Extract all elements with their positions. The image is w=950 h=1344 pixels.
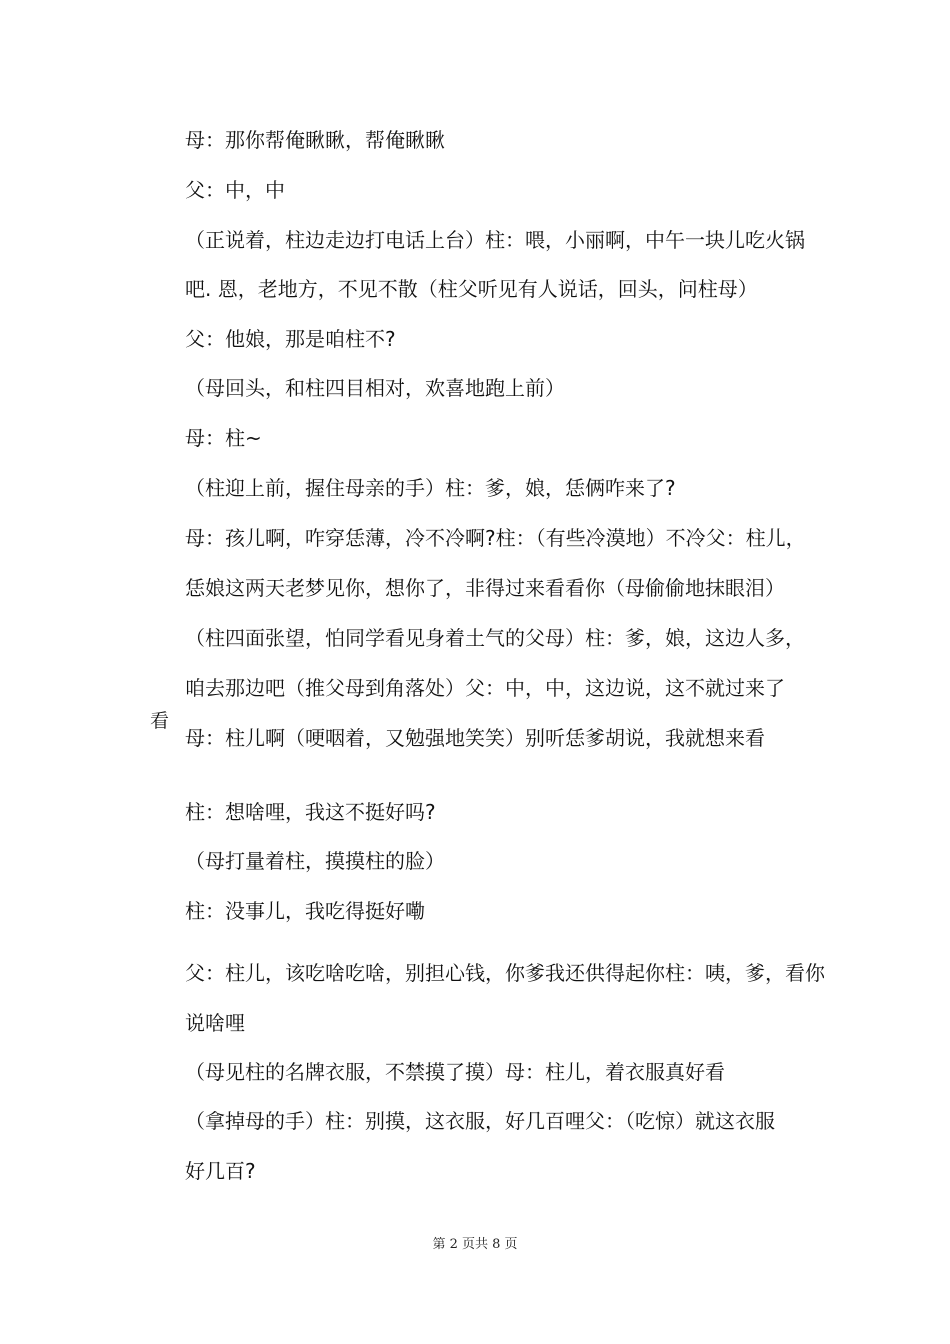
text-line: （柱迎上前，握住母亲的手）柱：爹，娘，恁俩咋来了? [185, 476, 676, 500]
text-line: 父：中，中 [185, 178, 285, 202]
text-line: 母：那你帮俺瞅瞅，帮俺瞅瞅 [185, 128, 445, 152]
text-line: （母见柱的名牌衣服，不禁摸了摸）母：柱儿，着衣服真好看 [185, 1060, 725, 1084]
text-line: 柱：没事儿，我吃得挺好嘞 [185, 899, 425, 923]
text-line: 好几百? [185, 1159, 256, 1183]
text-line: 说啥哩 [185, 1011, 245, 1035]
text-line: （正说着，柱边走边打电话上台）柱：喂，小丽啊，中午一块儿吃火锅 [185, 228, 805, 252]
text-line: 母：孩儿啊，咋穿恁薄，冷不冷啊?柱：（有些冷漠地）不冷父：柱儿， [185, 526, 806, 550]
text-line: （母回头，和柱四目相对，欢喜地跑上前） [185, 376, 565, 400]
text-line: 柱：想啥哩，我这不挺好吗? [185, 800, 436, 824]
text-line: 咱去那边吧（推父母到角落处）父：中，中，这边说，这不就过来了 [185, 676, 785, 700]
text-line: 父：他娘，那是咱柱不? [185, 327, 396, 351]
text-line: 父：柱儿，该吃啥吃啥，别担心钱，你爹我还供得起你柱：咦，爹，看你 [185, 961, 825, 985]
text-line: 恁娘这两天老梦见你，想你了，非得过来看看你（母偷偷地抹眼泪） [185, 576, 785, 600]
text-line: 吧. 恩，老地方，不见不散（柱父听见有人说话，回头，问柱母） [185, 277, 758, 301]
page-number-footer: 第 2 页共 8 页 [432, 1237, 518, 1252]
text-line: 母：柱~ [185, 426, 262, 450]
text-line: （柱四面张望，怕同学看见身着土气的父母）柱：爹，娘，这边人多， [185, 626, 805, 650]
stray-character: 看 [150, 710, 170, 732]
text-line: （拿掉母的手）柱：别摸，这衣服，好几百哩父：（吃惊）就这衣服 [185, 1109, 775, 1133]
text-line: 母：柱儿啊（哽咽着，又勉强地笑笑）别听恁爹胡说，我就想来看 [185, 726, 765, 750]
text-line: （母打量着柱，摸摸柱的脸） [185, 849, 445, 873]
